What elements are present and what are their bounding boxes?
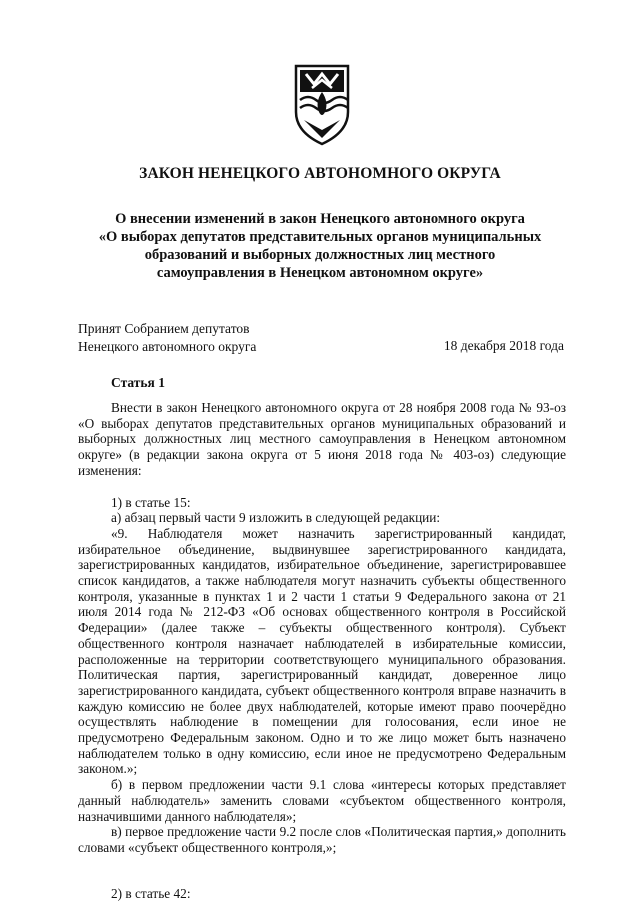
law-subtitle: [60, 210, 580, 282]
adoption-date: 18 декабря 2018 года: [443, 338, 564, 353]
adopted-line: Принят Собранием депутатов: [78, 321, 250, 336]
subtitle-line: образований и выборных должностных лиц местного: [144, 247, 496, 263]
adopted-line: Ненецкого автономного округа: [78, 339, 257, 354]
adopted-by: [78, 320, 256, 356]
paragraph: б) в первом предложении части 9.1 слова «интересы которых представляет данный наблюдатель» заменить словами «субъектом общественного контроля, назначившими данного наблюдателя»;: [78, 777, 566, 824]
paragraph: в) первое предложение части 9.2 после слов «Политическая партия,» дополнить словами «субъект общественного контроля,»;: [78, 824, 566, 855]
paragraph: 1) в статье 15:: [111, 494, 191, 510]
article-body: [78, 400, 566, 901]
law-title: ЗАКОН НЕНЕЦКОГО АВТОНОМНОГО ОКРУГА: [139, 165, 501, 182]
paragraph: 2) в статье 42:: [111, 885, 191, 901]
article-title: Статья 1: [111, 375, 165, 390]
nenets-coat-of-arms-icon: [290, 62, 354, 146]
paragraph: «9. Наблюдателя может назначить зарегистрированный кандидат, избирательное объединение, выдвинувшее зарегистрированного кандидата, зарегистрированных кандидатов, избирательное объединение, зарегистрировавшее список кандидатов, а также наблюдателя могут назначить субъекты общественного контроля, указанные в пунктах 1 и 2 части 1 статьи 9 Федерального закона от 21 июля 2014 года № 212-ФЗ «Об основах общественного контроля в Российской Федерации» (далее также – субъекты общественного контроля). Субъект общественного контроля назначает наблюдателей в избирательные комиссии, расположенные на территории соответствующего муниципального образования. Политическая партия, зарегистрированный кандидат, доверенное лицо зарегистрированного кандидата, субъект общественного контроля вправе назначить в каждую комиссию не более двух наблюдателей, которые имеют право поочерёдно осуществлять наблюдение в помещении для голосования, если иное не предусмотрено Федеральным законом. Одно и то же лицо может быть назначено наблюдателем только в одну комиссию, если иное не предусмотрено Федеральным законом.»;: [78, 525, 566, 777]
paragraph: Внести в закон Ненецкого автономного округа от 28 ноября 2008 года № 93-оз «О выборах депутатов представительных органов муниципальных образований и выборных должностных лиц местного самоуправления в Ненецком автономном округе» (в редакции закона округа от 5 июня 2018 года № 403-оз) следующие изменения:: [78, 400, 566, 478]
paragraph: а) абзац первый части 9 изложить в следующей редакции:: [111, 510, 441, 526]
subtitle-line: О внесении изменений в закон Ненецкого автономного округа: [115, 211, 525, 227]
subtitle-line: «О выборах депутатов представительных органов муниципальных: [98, 229, 542, 245]
subtitle-line: самоуправления в Ненецком автономном округе»: [156, 265, 484, 281]
